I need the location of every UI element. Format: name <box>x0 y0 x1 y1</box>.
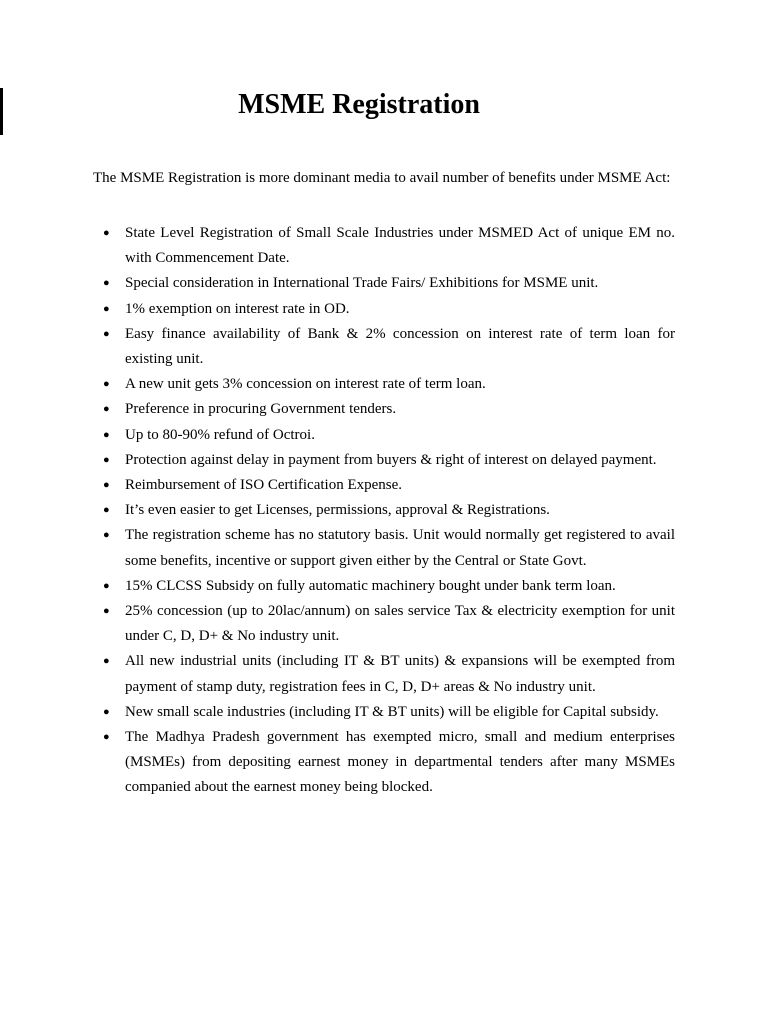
list-item <box>93 523 675 573</box>
list-item <box>93 297 675 322</box>
bullet-icon: ● <box>103 731 110 744</box>
bullet-icon: ● <box>103 327 110 340</box>
list-item-text: Preference in procuring Government tenders. <box>125 401 397 418</box>
intro-paragraph: The MSME Registration is more dominant media to avail number of benefits under MSME Act: <box>93 170 671 186</box>
list-item <box>93 649 675 699</box>
list-item-text: 15% CLCSS Subsidy on fully automatic machinery bought under bank term loan. <box>125 577 616 594</box>
bullet-icon: ● <box>103 605 110 618</box>
list-item-text: State Level Registration of Small Scale Industries under MSMED Act of unique EM no. with Commencement Date. <box>125 225 675 267</box>
list-item-text: Up to 80-90% refund of Octroi. <box>125 426 315 443</box>
list-item <box>93 448 675 473</box>
bullet-icon: ● <box>103 655 110 668</box>
list-item-text: All new industrial units (including IT & BT units) & expansions will be exempted from payment of stamp duty, registration fees in C, D, D+ areas & No industry unit. <box>125 653 675 695</box>
bullet-icon: ● <box>103 504 110 517</box>
list-item-text: The Madhya Pradesh government has exempted micro, small and medium enterprises (MSMEs) from depositing earnest money in departmental tenders after many MSMEs companied about the earnest money being blocked. <box>125 729 675 796</box>
list-item-text: Easy finance availability of Bank & 2% concession on interest rate of term loan for existing unit. <box>125 325 675 368</box>
list-item <box>93 498 675 523</box>
bullet-icon: ● <box>103 428 110 441</box>
bullet-icon: ● <box>103 302 110 315</box>
benefits-list <box>93 221 675 801</box>
bullet-icon: ● <box>103 227 110 239</box>
page-title: MSME Registration <box>238 89 480 120</box>
list-item <box>93 372 675 397</box>
list-item-text: It’s even easier to get Licenses, permissions, approval & Registrations. <box>125 502 550 519</box>
list-item-text: A new unit gets 3% concession on interest rate of term loan. <box>125 376 486 393</box>
list-item-text: The registration scheme has no statutory basis. Unit would normally get registered to avail some benefits, incentive or support given either by the Central or State Govt. <box>125 527 675 569</box>
bullet-icon: ● <box>103 705 110 718</box>
list-item <box>93 599 675 649</box>
bullet-icon: ● <box>103 277 110 290</box>
bullet-icon: ● <box>103 453 110 466</box>
bullet-icon: ● <box>103 529 110 542</box>
list-item <box>93 700 675 725</box>
bullet-icon: ● <box>103 579 110 592</box>
list-item-text: Protection against delay in payment from buyers & right of interest on delayed payment. <box>125 451 657 468</box>
list-item <box>93 473 675 498</box>
list-item-text: New small scale industries (including IT & BT units) will be eligible for Capital subsidy. <box>125 703 659 720</box>
bullet-icon: ● <box>103 403 110 416</box>
list-item-text: Special consideration in International Trade Fairs/ Exhibitions for MSME unit. <box>125 275 599 292</box>
list-item <box>93 221 675 271</box>
list-item <box>93 397 675 422</box>
bullet-icon: ● <box>103 378 110 391</box>
list-item <box>93 574 675 599</box>
list-item-text: 1% exemption on interest rate in OD. <box>125 300 350 317</box>
list-item-text: 25% concession (up to 20lac/annum) on sales service Tax & electricity exemption for unit under C, D, D+ & No industry unit. <box>125 603 675 645</box>
list-item <box>93 322 675 372</box>
list-item-text: Reimbursement of ISO Certification Expense. <box>125 477 403 494</box>
list-item <box>93 271 675 296</box>
list-item <box>93 423 675 448</box>
list-item <box>93 725 675 801</box>
bullet-icon: ● <box>103 479 110 492</box>
